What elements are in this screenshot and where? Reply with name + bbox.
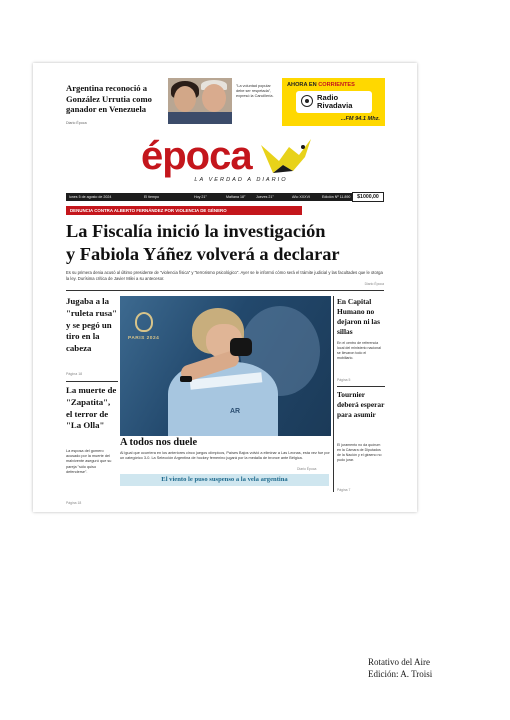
radio-ad[interactable]: [282, 78, 385, 126]
main-headline[interactable]: [66, 220, 386, 266]
main-headline-line2: y Fabiola Yáñez volverá a declarar: [66, 244, 340, 264]
info-bar: [66, 193, 384, 201]
left-text-2: La esposa del gomero acusado por la muerte del malvivente aseguró que su pareja "sólo quiso defenderse".: [66, 449, 112, 474]
edition-credits: [368, 656, 432, 680]
info-item4: Año XXXVI: [292, 194, 310, 199]
top-quote: "La voluntad popular debe ser respetada", expresó la Cancillería.: [236, 84, 274, 98]
radio-ad-logo: [296, 91, 372, 113]
sailing-banner[interactable]: El viento le puso suspenso a la vela argentina: [120, 474, 329, 486]
right-page-1: Página 5: [337, 378, 351, 382]
info-date: lunes 5 de agosto de 2024: [69, 194, 112, 199]
left-divider: [66, 381, 118, 382]
top-headline[interactable]: Argentina reconoció a González Urrutia como ganador en Venezuela: [66, 83, 152, 114]
right-divider: [337, 386, 385, 387]
radio-ad-top: AHORA EN CORRIENTES: [287, 82, 355, 88]
top-author: Diario Época: [66, 121, 87, 125]
credits-line1: Rotativo del Aire: [368, 657, 430, 667]
hero-deck: Al igual que ocurriera en los anteriores cinco juegos olímpicos, Países Bajos volvió a eliminar a Las Leonas, esta vez fue por un categórico 3-0. La Selección Argentina de hockey femenino jugará por la medalla de bronce ante Bélgica.: [120, 451, 330, 461]
masthead-tagline: LA VERDAD A DIARIO: [194, 177, 288, 183]
hockey-player-photo[interactable]: [120, 296, 331, 436]
hero-byline: Diario Época: [297, 467, 317, 471]
right-text-2: El juramento no da quórum en la Cámara de Diputados de la Nación y el giraeno no pudo jurar.: [337, 443, 382, 462]
price-badge: $1000,00: [352, 192, 384, 202]
right-page-2: Página 7: [337, 488, 351, 492]
paris-olympics-logo-icon: [135, 312, 153, 332]
newspaper-front-page: [33, 63, 417, 512]
masthead-logo[interactable]: época: [141, 134, 252, 178]
right-headline-1[interactable]: En Capital Humano no dejaron ni las sillas: [337, 297, 380, 336]
politicians-photo: [168, 78, 232, 124]
jersey-text: AR: [230, 408, 241, 415]
info-item1: Hoy 21°: [194, 194, 207, 199]
left-page-1: Página 18: [66, 372, 83, 376]
hero-headline[interactable]: A todos nos duele: [120, 437, 198, 448]
right-text-1: En el centro de referencia local del ministerio nacional se llevaron todo el mobiliario.: [337, 341, 381, 360]
radio-frequency: ...FM 94.1 Mhz.: [340, 116, 380, 122]
info-item2: Mañana 18°: [226, 194, 246, 199]
bird-logo-icon: [259, 135, 313, 175]
right-headline-2[interactable]: Tournier deberá esperar para asumir: [337, 390, 385, 419]
main-headline-line1: La Fiscalía inició la investigación: [66, 221, 326, 241]
olympic-label: PARIS 2024: [128, 336, 160, 341]
info-item3: Jueves 21°: [256, 194, 274, 199]
radio-name-line1: Radio: [317, 93, 339, 102]
section-divider: [66, 290, 384, 291]
left-headline-2[interactable]: La muerte de "Zapatita", el terror de "La Olla": [66, 385, 117, 431]
credits-line2: Edición: A. Troisi: [368, 669, 433, 679]
column-divider: [333, 296, 334, 492]
info-weather: El tiempo: [144, 194, 159, 199]
left-headline-1[interactable]: Jugaba a la "ruleta rusa" y se pegó un tiro en la cabeza: [66, 296, 118, 354]
glove-icon: [230, 338, 252, 356]
main-byline: Diario Época: [364, 282, 384, 286]
radio-name-line2: Rivadavia: [317, 101, 353, 110]
left-page-2: Página 18: [66, 501, 82, 505]
info-item5: Edición Nº 11.890: [322, 194, 351, 199]
radio-icon: [301, 95, 313, 107]
kicker-label: DENUNCIA CONTRA ALBERTO FERNÁNDEZ POR VIOLENCIA DE GÉNERO: [66, 206, 302, 215]
main-deck: Es su primera denia acusó al último presidente de "violencia física" y "terrorismo psicológico". Ayer se le informó cómo será el trámite judicial y las facultades que le otorga la ley. Durísima crítica de Javier Milei a su antecesor.: [66, 270, 383, 281]
